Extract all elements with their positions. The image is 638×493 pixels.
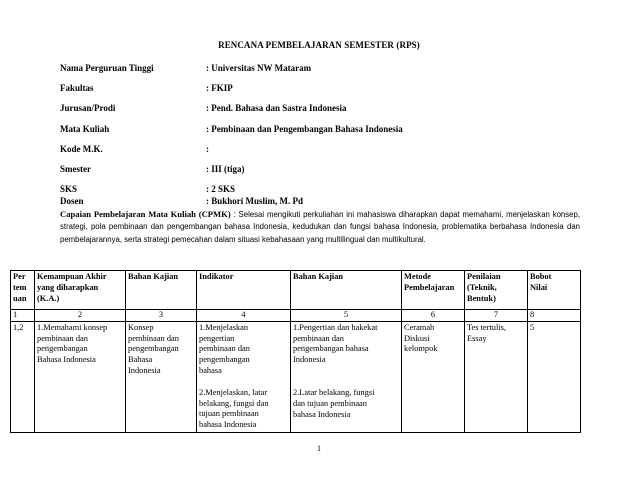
- cpmk-text: : Selesai mengikuti perkuliahan ini mahasiswa diharapkan dapat memahami, menjelaskan konsep, strategi, pola pembinaan dan pengembangan bahasa Indonesia, kedudukan dan fungsi bahasa Indonesia, problematika berbahasa Indonesia dan pembelajarannya, serta strategi pemecahan dalam situasi kebahasaan yang multilingual dan multikultural.: [60, 210, 581, 244]
- cpmk-label: Capaian Pembelajaran Mata Kuliah (CPMK): [60, 209, 231, 219]
- header-cell-metode: [402, 271, 465, 310]
- header-cell-bahan-kajian: Bahan Kajian: [126, 271, 197, 310]
- info-value: : Universitas NW Mataram: [206, 63, 312, 73]
- info-value: :: [206, 144, 209, 154]
- header-text: (Teknik,: [467, 282, 497, 292]
- cell-text: Bahasa Indonesia: [37, 355, 96, 365]
- cell-text: kelompok: [404, 344, 438, 354]
- cell-text: Konsep: [128, 322, 154, 332]
- header-cell-penilaian: [465, 271, 528, 310]
- column-number: 7: [465, 310, 528, 322]
- table-header-row: [11, 271, 581, 310]
- cell-bahan-kajian-2: [291, 321, 402, 432]
- cell-indikator: [197, 321, 291, 432]
- info-label: Dosen: [60, 196, 84, 206]
- header-cell-kemampuan: [35, 271, 126, 310]
- page-title: RENCANA PEMBELAJARAN SEMESTER (RPS): [218, 40, 420, 50]
- cell-text: 2.Latar belakang, fungsi: [293, 387, 375, 397]
- info-value: : Pend. Bahasa dan Sastra Indonesia: [206, 103, 347, 113]
- cell-text: tujuan pembinaan: [199, 409, 259, 419]
- cell-text: 1.Memahami konsep: [37, 322, 108, 332]
- column-number: 3: [126, 310, 197, 322]
- info-label: Kode M.K.: [60, 144, 103, 154]
- header-text: (K.A.): [37, 293, 60, 303]
- cell-text: dan tujuan pembinaan: [293, 398, 367, 408]
- column-number: 5: [291, 310, 402, 322]
- cell-text: pembinaan dan: [199, 344, 250, 354]
- cell-text: Bahasa: [128, 355, 153, 365]
- cell-text: pengembangan bahasa: [293, 344, 369, 354]
- cell-text: belakang, fungsi dan: [199, 398, 269, 408]
- rps-table: [10, 270, 581, 433]
- cell-text: 2.Menjelaskan, latar: [199, 387, 268, 397]
- header-cell-bobot: [528, 271, 581, 310]
- column-number: 4: [197, 310, 291, 322]
- header-text: Per: [13, 272, 26, 281]
- header-text: Penilaian: [467, 272, 501, 281]
- cell-text: pengembangan: [128, 344, 179, 354]
- info-value: : III (tiga): [206, 164, 245, 174]
- cell-text: pengembangan: [199, 355, 250, 365]
- header-cell-pertemuan: [11, 271, 35, 310]
- info-value: : 2 SKS: [206, 184, 236, 194]
- cell-bobot: 5: [528, 321, 581, 432]
- column-number: 6: [402, 310, 465, 322]
- cell-text: pengertian: [199, 333, 235, 343]
- cell-text: Ceramah: [404, 322, 435, 332]
- cell-pertemuan: 1,2: [11, 321, 35, 432]
- header-text: yang diharapkan: [37, 282, 99, 292]
- info-label: Jurusan/Prodi: [60, 103, 116, 113]
- cell-text: Essay: [467, 333, 487, 343]
- info-label: Smester: [60, 164, 91, 174]
- cpmk-paragraph: [60, 208, 580, 246]
- cell-text: bahasa Indonesia: [293, 409, 351, 419]
- cell-bahan-kajian: [126, 321, 197, 432]
- column-number: 8: [528, 310, 581, 322]
- header-text: Pembelajaran: [404, 282, 455, 292]
- info-value: : FKIP: [206, 83, 233, 93]
- cell-text: pengembangan: [37, 344, 88, 354]
- cell-text: bahasa Indonesia: [199, 420, 257, 430]
- cell-text: 1.Menjelaskan: [199, 322, 249, 332]
- cell-text: Tes tertulis,: [467, 322, 506, 332]
- header-cell-bahan-kajian-2: Bahan Kajian: [291, 271, 402, 310]
- cell-text: pembinaan dan: [37, 333, 88, 343]
- cell-text: Indonesia: [293, 355, 326, 365]
- table-row: [11, 321, 581, 432]
- info-label: SKS: [60, 184, 78, 194]
- header-text: Bentuk): [467, 293, 496, 303]
- page-number: 1: [317, 444, 321, 453]
- cell-text: Indonesia: [128, 365, 161, 375]
- cell-kemampuan: [35, 321, 126, 432]
- cell-text: pembinaan dan: [293, 333, 344, 343]
- cell-penilaian: [465, 321, 528, 432]
- info-label: Nama Perguruan Tinggi: [60, 63, 154, 73]
- header-text: Bobot: [530, 272, 552, 281]
- header-text: tem: [13, 282, 27, 292]
- info-label: Fakultas: [60, 83, 94, 93]
- info-value: : Bukhori Muslim, M. Pd: [206, 196, 304, 206]
- cell-text: pembinaan dan: [128, 333, 179, 343]
- cell-text: bahasa: [199, 365, 222, 375]
- info-label: Mata Kuliah: [60, 124, 110, 134]
- info-value: : Pembinaan dan Pengembangan Bahasa Indonesia: [206, 124, 403, 134]
- cell-text: Diskusi: [404, 333, 430, 343]
- header-text: Nilai: [530, 282, 548, 292]
- header-text: Kemampuan Akhir: [37, 272, 107, 281]
- header-text: uan: [13, 293, 27, 303]
- header-cell-indikator: Indikator: [197, 271, 291, 310]
- column-number: 2: [35, 310, 126, 322]
- table-number-row: [11, 310, 581, 322]
- cell-text: 1.Pengertian dan hakekat: [293, 322, 378, 332]
- column-number: 1: [11, 310, 35, 322]
- header-text: Metode: [404, 272, 431, 281]
- cell-metode: [402, 321, 465, 432]
